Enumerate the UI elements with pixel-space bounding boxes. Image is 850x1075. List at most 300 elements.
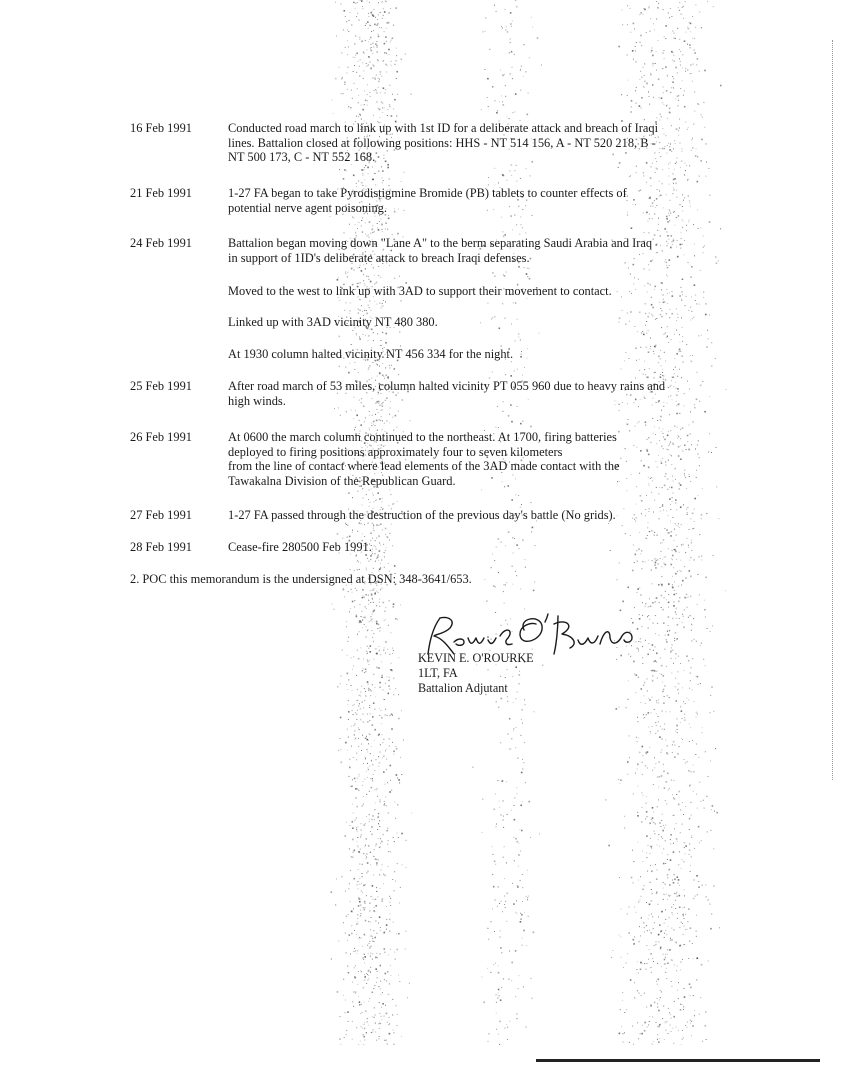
noise-speck bbox=[372, 1032, 373, 1033]
noise-speck bbox=[677, 427, 678, 428]
noise-speck bbox=[367, 974, 368, 975]
noise-speck bbox=[369, 734, 370, 735]
noise-speck bbox=[674, 590, 675, 591]
noise-speck bbox=[381, 102, 382, 103]
noise-speck bbox=[357, 710, 358, 711]
noise-speck bbox=[652, 602, 654, 604]
noise-speck bbox=[622, 1000, 623, 1001]
noise-speck bbox=[348, 737, 349, 738]
noise-speck bbox=[527, 114, 529, 116]
noise-speck bbox=[664, 696, 665, 697]
noise-speck bbox=[363, 987, 365, 989]
noise-speck bbox=[372, 716, 374, 718]
noise-speck bbox=[380, 800, 381, 801]
noise-speck bbox=[349, 363, 350, 364]
noise-speck bbox=[689, 854, 690, 855]
noise-speck bbox=[506, 862, 507, 863]
noise-speck bbox=[376, 864, 377, 865]
noise-speck bbox=[343, 922, 344, 923]
noise-speck bbox=[633, 283, 634, 284]
noise-speck bbox=[352, 690, 353, 691]
noise-speck bbox=[391, 524, 392, 525]
noise-speck bbox=[363, 617, 364, 618]
noise-speck bbox=[675, 900, 676, 901]
noise-speck bbox=[495, 427, 496, 428]
noise-speck bbox=[652, 820, 653, 821]
noise-speck bbox=[687, 1022, 688, 1023]
noise-speck bbox=[375, 592, 376, 593]
noise-speck bbox=[690, 785, 691, 786]
noise-speck bbox=[343, 979, 344, 980]
noise-speck bbox=[696, 979, 697, 980]
noise-speck bbox=[488, 1041, 489, 1042]
noise-speck bbox=[639, 752, 641, 754]
noise-speck bbox=[710, 928, 712, 930]
noise-speck bbox=[659, 924, 661, 926]
noise-speck bbox=[668, 1033, 669, 1034]
noise-speck bbox=[676, 838, 678, 840]
noise-speck bbox=[672, 584, 673, 585]
entry-text-line: Conducted road march to link up with 1st ID for a deliberate attack and breach of Iraqi bbox=[228, 121, 659, 135]
noise-speck bbox=[386, 805, 387, 806]
noise-speck bbox=[672, 559, 673, 560]
noise-speck bbox=[373, 1029, 374, 1030]
noise-speck bbox=[653, 351, 654, 352]
noise-speck bbox=[472, 767, 473, 768]
noise-speck bbox=[379, 221, 380, 222]
noise-speck bbox=[336, 879, 337, 880]
entry-text-line: NT 500 173, C - NT 552 168. bbox=[228, 150, 376, 164]
noise-speck bbox=[379, 602, 380, 603]
noise-speck bbox=[373, 47, 374, 48]
noise-speck bbox=[656, 597, 658, 599]
noise-speck bbox=[360, 0, 361, 1]
noise-speck bbox=[371, 616, 372, 617]
noise-speck bbox=[365, 884, 366, 885]
noise-speck bbox=[349, 611, 350, 612]
noise-speck bbox=[705, 176, 706, 177]
noise-speck bbox=[652, 418, 653, 419]
noise-speck bbox=[705, 1025, 707, 1027]
noise-speck bbox=[647, 527, 648, 528]
noise-speck bbox=[364, 1028, 366, 1030]
noise-speck bbox=[657, 1039, 658, 1040]
noise-speck bbox=[389, 983, 390, 984]
noise-speck bbox=[516, 165, 517, 166]
noise-speck bbox=[650, 18, 651, 19]
noise-speck bbox=[358, 971, 359, 972]
noise-speck bbox=[360, 910, 361, 911]
noise-speck bbox=[637, 990, 638, 991]
noise-speck bbox=[636, 348, 637, 349]
noise-speck bbox=[676, 794, 677, 795]
noise-speck bbox=[664, 302, 665, 303]
noise-speck bbox=[654, 602, 655, 603]
noise-speck bbox=[363, 658, 364, 659]
noise-speck bbox=[378, 896, 379, 897]
noise-speck bbox=[368, 975, 369, 976]
noise-speck bbox=[366, 771, 367, 772]
noise-speck bbox=[365, 617, 366, 618]
noise-speck bbox=[345, 16, 346, 17]
noise-speck bbox=[370, 602, 371, 603]
noise-speck bbox=[686, 344, 687, 345]
noise-speck bbox=[673, 594, 675, 596]
noise-speck bbox=[373, 232, 374, 233]
noise-speck bbox=[674, 178, 676, 180]
noise-speck bbox=[362, 6, 363, 7]
noise-speck bbox=[345, 1012, 346, 1013]
noise-speck bbox=[356, 934, 357, 935]
noise-speck bbox=[636, 87, 637, 88]
noise-speck bbox=[347, 689, 348, 690]
noise-speck bbox=[630, 111, 632, 113]
noise-speck bbox=[395, 746, 396, 747]
noise-speck bbox=[348, 711, 350, 713]
noise-speck bbox=[397, 501, 398, 502]
noise-speck bbox=[644, 932, 645, 933]
noise-speck bbox=[387, 844, 388, 845]
noise-speck bbox=[343, 588, 344, 589]
noise-speck bbox=[668, 895, 669, 896]
noise-speck bbox=[499, 1044, 500, 1045]
noise-speck bbox=[611, 957, 612, 958]
noise-speck bbox=[685, 853, 686, 854]
noise-speck bbox=[657, 420, 658, 421]
noise-speck bbox=[522, 801, 523, 802]
noise-speck bbox=[358, 905, 360, 907]
noise-speck bbox=[692, 355, 693, 356]
noise-speck bbox=[487, 303, 488, 304]
noise-speck bbox=[390, 792, 391, 793]
noise-speck bbox=[361, 890, 362, 891]
noise-speck bbox=[379, 888, 380, 889]
noise-speck bbox=[378, 646, 379, 647]
noise-speck bbox=[367, 862, 369, 864]
noise-speck bbox=[652, 622, 654, 624]
noise-speck bbox=[657, 559, 659, 561]
noise-speck bbox=[701, 840, 702, 841]
noise-speck bbox=[352, 912, 353, 913]
noise-speck bbox=[623, 967, 624, 968]
noise-speck bbox=[383, 932, 385, 934]
noise-speck bbox=[520, 805, 522, 807]
noise-speck bbox=[675, 632, 677, 634]
noise-speck bbox=[693, 791, 694, 792]
noise-speck bbox=[685, 845, 687, 847]
noise-speck bbox=[393, 109, 394, 110]
noise-speck bbox=[678, 317, 679, 318]
noise-speck bbox=[640, 495, 642, 497]
noise-speck bbox=[505, 30, 506, 31]
noise-speck bbox=[526, 168, 527, 169]
noise-speck bbox=[383, 376, 384, 377]
noise-speck bbox=[631, 106, 632, 107]
noise-speck bbox=[635, 46, 636, 47]
noise-speck bbox=[351, 856, 352, 857]
noise-speck bbox=[672, 752, 673, 753]
noise-speck bbox=[519, 234, 520, 235]
noise-speck bbox=[691, 65, 692, 66]
noise-speck bbox=[690, 47, 691, 48]
noise-speck bbox=[641, 688, 643, 690]
noise-speck bbox=[608, 523, 609, 524]
noise-speck bbox=[366, 608, 367, 609]
noise-speck bbox=[377, 223, 378, 224]
noise-speck bbox=[382, 18, 383, 19]
noise-speck bbox=[387, 715, 388, 716]
noise-speck bbox=[374, 941, 375, 942]
noise-speck bbox=[676, 1027, 677, 1028]
noise-speck bbox=[374, 687, 375, 688]
noise-speck bbox=[401, 59, 402, 60]
noise-speck bbox=[667, 118, 668, 119]
noise-speck bbox=[639, 79, 640, 80]
noise-speck bbox=[650, 346, 651, 347]
noise-speck bbox=[368, 561, 369, 562]
noise-speck bbox=[389, 654, 390, 655]
noise-speck bbox=[656, 168, 657, 169]
noise-speck bbox=[689, 529, 690, 530]
noise-speck bbox=[357, 918, 358, 919]
noise-speck bbox=[367, 660, 368, 661]
noise-speck bbox=[381, 560, 382, 561]
noise-speck bbox=[359, 852, 360, 853]
noise-speck bbox=[387, 1044, 388, 1045]
noise-speck bbox=[369, 910, 370, 911]
noise-speck bbox=[346, 684, 347, 685]
noise-speck bbox=[667, 926, 668, 927]
noise-speck bbox=[372, 229, 374, 231]
noise-speck bbox=[696, 794, 697, 795]
noise-speck bbox=[660, 419, 661, 420]
noise-speck bbox=[694, 639, 695, 640]
noise-speck bbox=[363, 721, 365, 723]
noise-speck bbox=[669, 220, 670, 221]
noise-speck bbox=[673, 369, 674, 370]
noise-speck bbox=[386, 28, 387, 29]
noise-speck bbox=[499, 101, 500, 102]
noise-speck bbox=[663, 899, 664, 900]
noise-speck bbox=[335, 904, 336, 905]
noise-speck bbox=[639, 370, 640, 371]
noise-speck bbox=[635, 50, 636, 51]
noise-speck bbox=[693, 64, 694, 65]
noise-speck bbox=[672, 497, 673, 498]
noise-speck bbox=[384, 620, 385, 621]
noise-speck bbox=[360, 621, 362, 623]
noise-speck bbox=[501, 26, 502, 27]
noise-speck bbox=[673, 882, 675, 884]
noise-speck bbox=[678, 526, 679, 527]
noise-speck bbox=[343, 178, 345, 180]
noise-speck bbox=[376, 75, 377, 76]
noise-speck bbox=[672, 912, 673, 913]
noise-speck bbox=[660, 931, 662, 933]
noise-speck bbox=[381, 734, 382, 735]
noise-speck bbox=[377, 556, 379, 558]
noise-speck bbox=[384, 875, 386, 877]
noise-speck bbox=[360, 915, 361, 916]
entry-text-line: in support of 1ID's deliberate attack to breach Iraqi defenses. bbox=[228, 250, 530, 265]
noise-speck bbox=[382, 182, 383, 183]
noise-speck bbox=[646, 321, 647, 322]
noise-speck bbox=[390, 632, 391, 633]
noise-speck bbox=[658, 721, 659, 722]
noise-speck bbox=[364, 954, 365, 955]
noise-speck bbox=[487, 928, 488, 929]
noise-speck bbox=[639, 14, 640, 15]
noise-speck bbox=[675, 658, 676, 659]
noise-speck bbox=[661, 310, 662, 311]
noise-speck bbox=[368, 767, 369, 768]
noise-speck bbox=[677, 883, 678, 884]
noise-speck bbox=[667, 854, 668, 855]
noise-speck bbox=[669, 498, 671, 500]
noise-speck bbox=[671, 558, 672, 559]
noise-speck bbox=[385, 796, 386, 797]
noise-speck bbox=[365, 845, 366, 846]
noise-speck bbox=[676, 700, 678, 702]
noise-speck bbox=[380, 981, 381, 982]
noise-speck bbox=[513, 302, 514, 303]
noise-speck bbox=[496, 112, 498, 114]
noise-speck bbox=[719, 927, 720, 928]
noise-speck bbox=[377, 977, 378, 978]
noise-speck bbox=[681, 219, 682, 220]
noise-speck bbox=[511, 324, 512, 325]
noise-speck bbox=[504, 584, 505, 585]
noise-speck bbox=[690, 31, 691, 32]
noise-speck bbox=[379, 373, 380, 374]
noise-speck bbox=[667, 533, 668, 534]
noise-speck bbox=[380, 1023, 381, 1024]
noise-speck bbox=[682, 907, 683, 908]
noise-speck bbox=[542, 665, 543, 666]
noise-speck bbox=[681, 524, 682, 525]
noise-speck bbox=[364, 934, 366, 936]
noise-speck bbox=[357, 778, 358, 779]
noise-speck bbox=[357, 881, 358, 882]
noise-speck bbox=[390, 905, 391, 906]
noise-speck bbox=[645, 374, 646, 375]
noise-speck bbox=[649, 531, 650, 532]
noise-speck bbox=[398, 718, 400, 720]
noise-speck bbox=[692, 740, 693, 741]
noise-speck bbox=[650, 882, 651, 883]
noise-speck bbox=[351, 268, 353, 270]
noise-speck bbox=[663, 622, 665, 624]
noise-speck bbox=[688, 179, 689, 180]
noise-speck bbox=[642, 746, 644, 748]
noise-speck bbox=[656, 713, 657, 714]
noise-speck bbox=[521, 351, 522, 352]
noise-speck bbox=[362, 873, 363, 874]
noise-speck bbox=[650, 1004, 651, 1005]
noise-speck bbox=[687, 761, 688, 762]
noise-speck bbox=[353, 656, 354, 657]
signer-name: KEVIN E. O'ROURKE bbox=[418, 651, 534, 665]
noise-speck bbox=[514, 805, 515, 806]
noise-speck bbox=[669, 630, 670, 631]
noise-speck bbox=[712, 625, 713, 626]
noise-speck bbox=[664, 228, 666, 230]
noise-speck bbox=[364, 956, 366, 958]
noise-speck bbox=[661, 820, 662, 821]
noise-speck bbox=[678, 95, 680, 97]
noise-speck bbox=[646, 377, 647, 378]
noise-speck bbox=[360, 647, 361, 648]
noise-speck bbox=[354, 930, 355, 931]
noise-speck bbox=[372, 78, 373, 79]
noise-speck bbox=[637, 717, 638, 718]
noise-speck bbox=[664, 933, 665, 934]
noise-speck bbox=[656, 671, 657, 672]
noise-speck bbox=[648, 606, 649, 607]
noise-speck bbox=[649, 699, 651, 701]
noise-speck bbox=[669, 17, 670, 18]
noise-speck bbox=[630, 311, 632, 313]
noise-speck bbox=[376, 538, 377, 539]
noise-speck bbox=[532, 527, 534, 529]
noise-speck bbox=[624, 1012, 625, 1013]
noise-speck bbox=[340, 683, 341, 684]
noise-speck bbox=[368, 688, 370, 690]
noise-speck bbox=[500, 70, 501, 71]
noise-speck bbox=[673, 780, 674, 781]
noise-speck bbox=[359, 901, 361, 903]
noise-speck bbox=[660, 726, 661, 727]
noise-speck bbox=[691, 311, 692, 312]
noise-speck bbox=[659, 941, 660, 942]
noise-speck bbox=[499, 937, 500, 938]
noise-speck bbox=[523, 762, 524, 763]
entry-text-line: lines. Battalion closed at following positions: HHS - NT 514 156, A - NT 520 218, B - bbox=[228, 135, 656, 150]
noise-speck bbox=[648, 959, 649, 960]
noise-speck bbox=[367, 763, 368, 764]
noise-speck bbox=[680, 706, 681, 707]
noise-speck bbox=[366, 1033, 367, 1034]
noise-speck bbox=[513, 903, 515, 905]
noise-speck bbox=[651, 74, 652, 75]
noise-speck bbox=[668, 176, 669, 177]
noise-speck bbox=[353, 714, 354, 715]
noise-speck bbox=[370, 922, 371, 923]
noise-speck bbox=[340, 1016, 341, 1017]
signer-rank: 1LT, FA bbox=[418, 666, 458, 680]
noise-speck bbox=[707, 1, 708, 2]
noise-speck bbox=[366, 313, 368, 315]
noise-speck bbox=[339, 67, 340, 68]
noise-speck bbox=[683, 626, 685, 628]
noise-speck bbox=[358, 61, 359, 62]
noise-speck bbox=[350, 12, 351, 13]
noise-speck bbox=[708, 960, 709, 961]
noise-speck bbox=[380, 71, 382, 73]
noise-speck bbox=[374, 275, 375, 276]
noise-speck bbox=[689, 818, 690, 819]
noise-speck bbox=[680, 88, 681, 89]
noise-speck bbox=[383, 874, 384, 875]
noise-speck bbox=[507, 31, 509, 33]
noise-speck bbox=[375, 911, 376, 912]
noise-speck bbox=[372, 598, 373, 599]
noise-speck bbox=[381, 76, 382, 77]
noise-speck bbox=[503, 978, 504, 979]
noise-speck bbox=[696, 641, 697, 642]
noise-speck bbox=[362, 109, 364, 111]
noise-speck bbox=[706, 346, 708, 348]
